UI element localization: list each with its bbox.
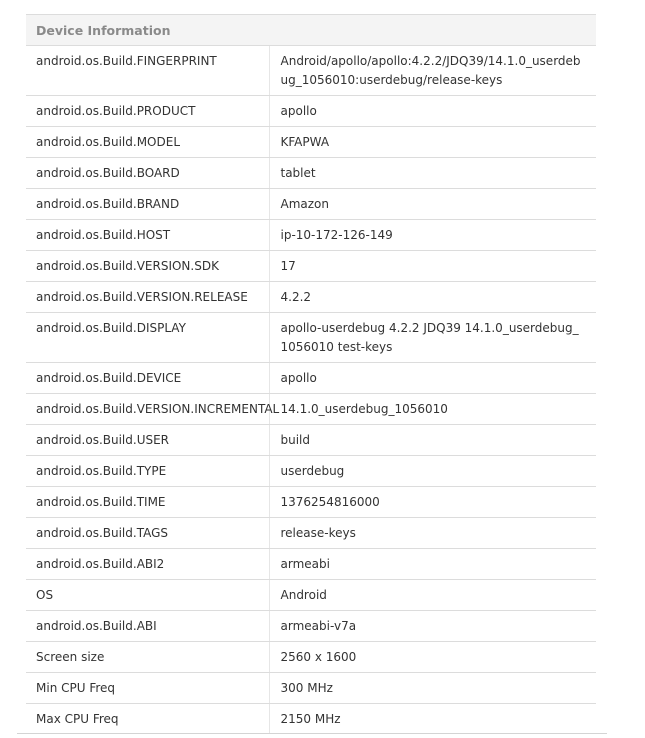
- table-row: [26, 363, 596, 394]
- property-key: Min CPU Freq: [26, 673, 269, 704]
- property-value: 2150 MHz: [280, 712, 341, 726]
- property-value: Amazon: [269, 189, 596, 220]
- property-key: OS: [26, 580, 269, 611]
- table-row: [26, 487, 596, 518]
- table-row: [26, 46, 596, 96]
- table-row: [26, 394, 596, 425]
- property-value: 300 MHz: [269, 673, 596, 704]
- property-key: Max CPU Freq: [26, 704, 269, 735]
- property-key: android.os.Build.BOARD: [26, 158, 269, 189]
- property-key: android.os.Build.USER: [26, 425, 269, 456]
- property-key: android.os.Build.TAGS: [26, 518, 269, 549]
- table-row: [26, 642, 596, 673]
- table-row: [26, 282, 596, 313]
- table-row: [26, 549, 596, 580]
- device-info-rows: [26, 46, 596, 734]
- property-key: android.os.Build.VERSION.RELEASE: [26, 282, 269, 313]
- property-key: android.os.Build.ABI2: [26, 549, 269, 580]
- table-row: [26, 518, 596, 549]
- property-value: 14.1.0_userdebug_1056010: [269, 394, 596, 425]
- property-key: android.os.Build.DISPLAY: [26, 313, 269, 363]
- property-key: Screen size: [26, 642, 269, 673]
- property-key: android.os.Build.FINGERPRINT: [26, 46, 269, 96]
- property-key: android.os.Build.BRAND: [26, 189, 269, 220]
- table-row: [26, 425, 596, 456]
- property-value: Android/apollo/apollo:4.2.2/JDQ39/14.1.0_userdebug_1056010:userdebug/release-keys: [269, 46, 596, 96]
- property-key: android.os.Build.TYPE: [26, 456, 269, 487]
- property-value: build: [269, 425, 596, 456]
- property-value: apollo-userdebug 4.2.2 JDQ39 14.1.0_userdebug_1056010 test-keys: [269, 313, 596, 363]
- table-row: [26, 189, 596, 220]
- property-value: userdebug: [269, 456, 596, 487]
- property-key: android.os.Build.VERSION.SDK: [26, 251, 269, 282]
- table-row: [26, 704, 596, 735]
- table-row: [26, 673, 596, 704]
- property-key: android.os.Build.DEVICE: [26, 363, 269, 394]
- device-information-panel: [26, 14, 596, 734]
- property-value: tablet: [269, 158, 596, 189]
- section-title: Device Information: [26, 15, 596, 46]
- device-info-table: [26, 46, 596, 734]
- property-key: android.os.Build.HOST: [26, 220, 269, 251]
- property-value: armeabi-v7a: [269, 611, 596, 642]
- table-row: [26, 611, 596, 642]
- table-row: [26, 456, 596, 487]
- table-row: [26, 580, 596, 611]
- property-value: apollo: [269, 363, 596, 394]
- property-value: 1376254816000: [269, 487, 596, 518]
- table-row: [26, 158, 596, 189]
- footer-divider: [17, 733, 607, 734]
- property-key: android.os.Build.TIME: [26, 487, 269, 518]
- property-key: android.os.Build.ABI: [26, 611, 269, 642]
- property-key: android.os.Build.MODEL: [26, 127, 269, 158]
- table-row: [26, 220, 596, 251]
- property-value: apollo: [269, 96, 596, 127]
- property-value: KFAPWA: [269, 127, 596, 158]
- property-value: 4.2.2: [269, 282, 596, 313]
- property-value: ip-10-172-126-149: [269, 220, 596, 251]
- table-row: [26, 313, 596, 363]
- property-key: android.os.Build.VERSION.INCREMENTAL: [26, 394, 269, 425]
- table-row: [26, 127, 596, 158]
- table-row: [26, 96, 596, 127]
- property-value: release-keys: [269, 518, 596, 549]
- property-value: armeabi: [269, 549, 596, 580]
- property-key: android.os.Build.PRODUCT: [26, 96, 269, 127]
- table-row: [26, 251, 596, 282]
- property-value: Android: [269, 580, 596, 611]
- property-value: 2560 x 1600: [269, 642, 596, 673]
- property-value: 17: [269, 251, 596, 282]
